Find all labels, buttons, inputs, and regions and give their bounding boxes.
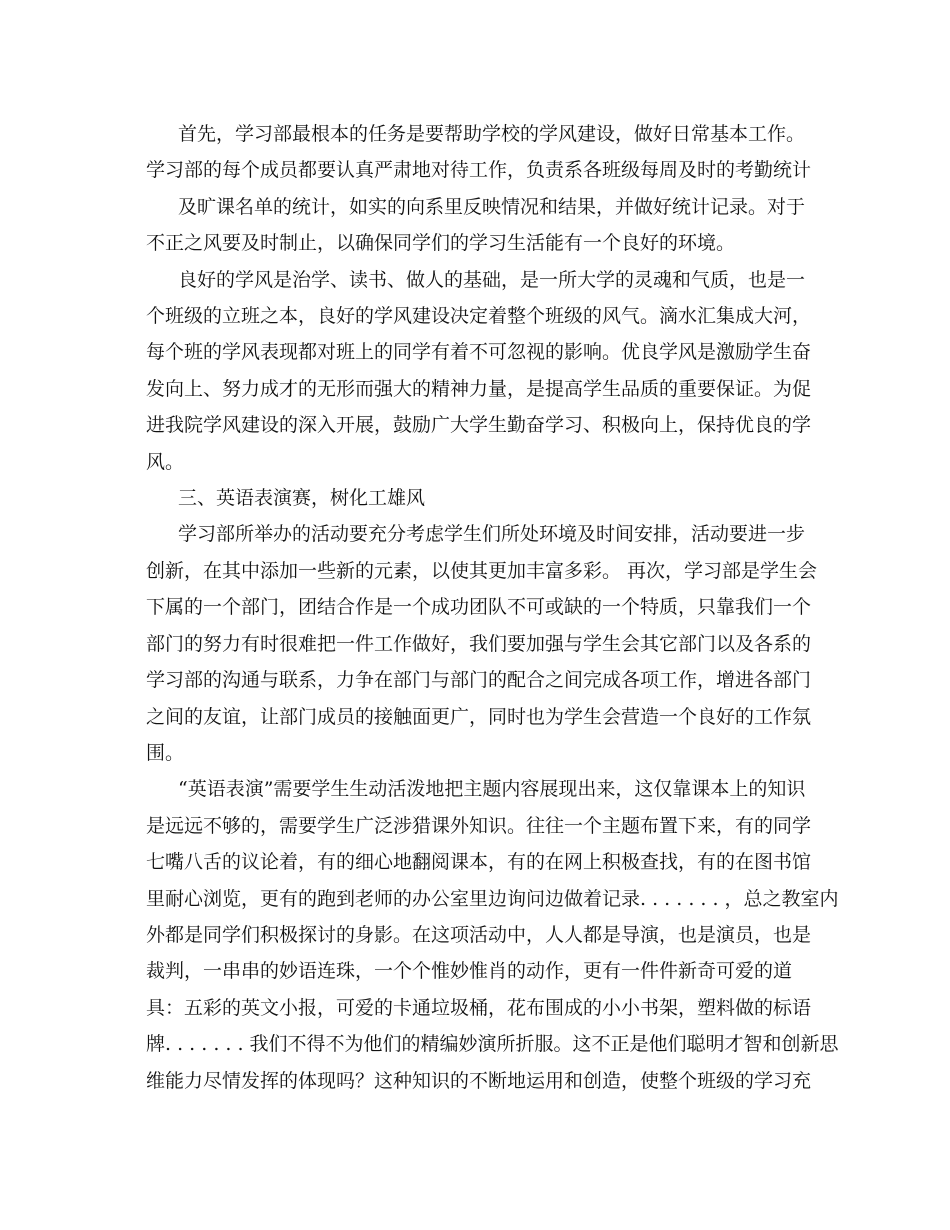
text-line: 围。 [146, 741, 185, 764]
text-line: 进我院学风建设的深入开展，鼓励广大学生勤奋学习、积极向上，保持优良的学 [146, 414, 812, 437]
text-line: 良好的学风是治学、读书、做人的基础，是一所大学的灵魂和气质，也是一 [178, 268, 806, 291]
text-line: 牌. . . . . . . 我们不得不为他们的精编妙演所折服。这不正是他们聪明才智和创新思 [146, 1033, 839, 1056]
paragraph-1 [146, 116, 810, 189]
text-line: 首先，学习部最根本的任务是要帮助学校的学风建设，做好日常基本工作。 [178, 123, 806, 145]
text-line: 七嘴八舌的议论着，有的细心地翻阅课本，有的在网上积极查找，有的在图书馆 [146, 851, 812, 874]
document-body [146, 116, 839, 1099]
text-line: 里耐心浏览，更有的跑到老师的办公室里边询问边做着记录. . . . . . . ，总之教室内 [146, 887, 839, 910]
text-line: 之间的友谊，让部门成员的接触面更广，同时也为学生会营造一个良好的工作氛 [146, 705, 812, 728]
paragraph-3 [146, 262, 810, 480]
text-line: 是远远不够的，需要学生广泛涉猎课外知识。往往一个主题布置下来，有的同学 [146, 814, 812, 837]
text-line: 及旷课名单的统计，如实的向系里反映情况和结果，并做好统计记录。对于 [178, 195, 806, 218]
text-line: 裁判，一串串的妙语连珠，一个个惟妙惟肖的动作，更有一件件新奇可爱的道 [146, 960, 793, 983]
text-line: 学习部的每个成员都要认真严肃地对待工作，负责系各班级每周及时的考勤统计 [146, 159, 812, 182]
text-line: 不正之风要及时制止，以确保同学们的学习生活能有一个良好的环境。 [146, 232, 736, 255]
text-line: 创新，在其中添加一些新的元素，以使其更加丰富多彩。 再次，学习部是学生会 [146, 559, 818, 582]
text-line: 部门的努力有时很难把一件工作做好，我们要加强与学生会其它部门以及各系的 [146, 632, 812, 655]
section-heading [146, 480, 810, 516]
text-line: 具：五彩的英文小报，可爱的卡通垃圾桶，花布围成的小小书架，塑料做的标语 [146, 996, 812, 1019]
text-line: 外都是同学们积极探讨的身影。在这项活动中，人人都是导演，也是演员，也是 [146, 923, 812, 946]
paragraph-2 [146, 189, 810, 262]
text-line: 下属的一个部门，团结合作是一个成功团队不可或缺的一个特质，只靠我们一个 [146, 596, 812, 619]
text-line: 每个班的学风表现都对班上的同学有着不可忽视的影响。优良学风是激励学生奋 [146, 341, 812, 364]
heading-text: 三、英语表演赛，树化工雄风 [178, 487, 426, 510]
text-line: 维能力尽情发挥的体现吗？这种知识的不断地运用和创造，使整个班级的学习充 [146, 1069, 812, 1092]
text-line: 发向上、努力成才的无形而强大的精神力量，是提高学生品质的重要保证。为促 [146, 377, 812, 400]
paragraph-6 [146, 771, 839, 1099]
text-line: “英语表演”需要学生生动活泼地把主题内容展现出来，这仅靠课本上的知识 [178, 778, 806, 801]
text-line: 风。 [146, 450, 185, 473]
text-line: 个班级的立班之本，良好的学风建设决定着整个班级的风气。滴水汇集成大河， [146, 305, 812, 328]
paragraph-5 [146, 516, 818, 771]
text-line: 学习部所举办的活动要充分考虑学生们所处环境及时间安排，活动要进一步 [178, 523, 806, 546]
text-line: 学习部的沟通与联系，力争在部门与部门的配合之间完成各项工作，增进各部门 [146, 669, 812, 692]
